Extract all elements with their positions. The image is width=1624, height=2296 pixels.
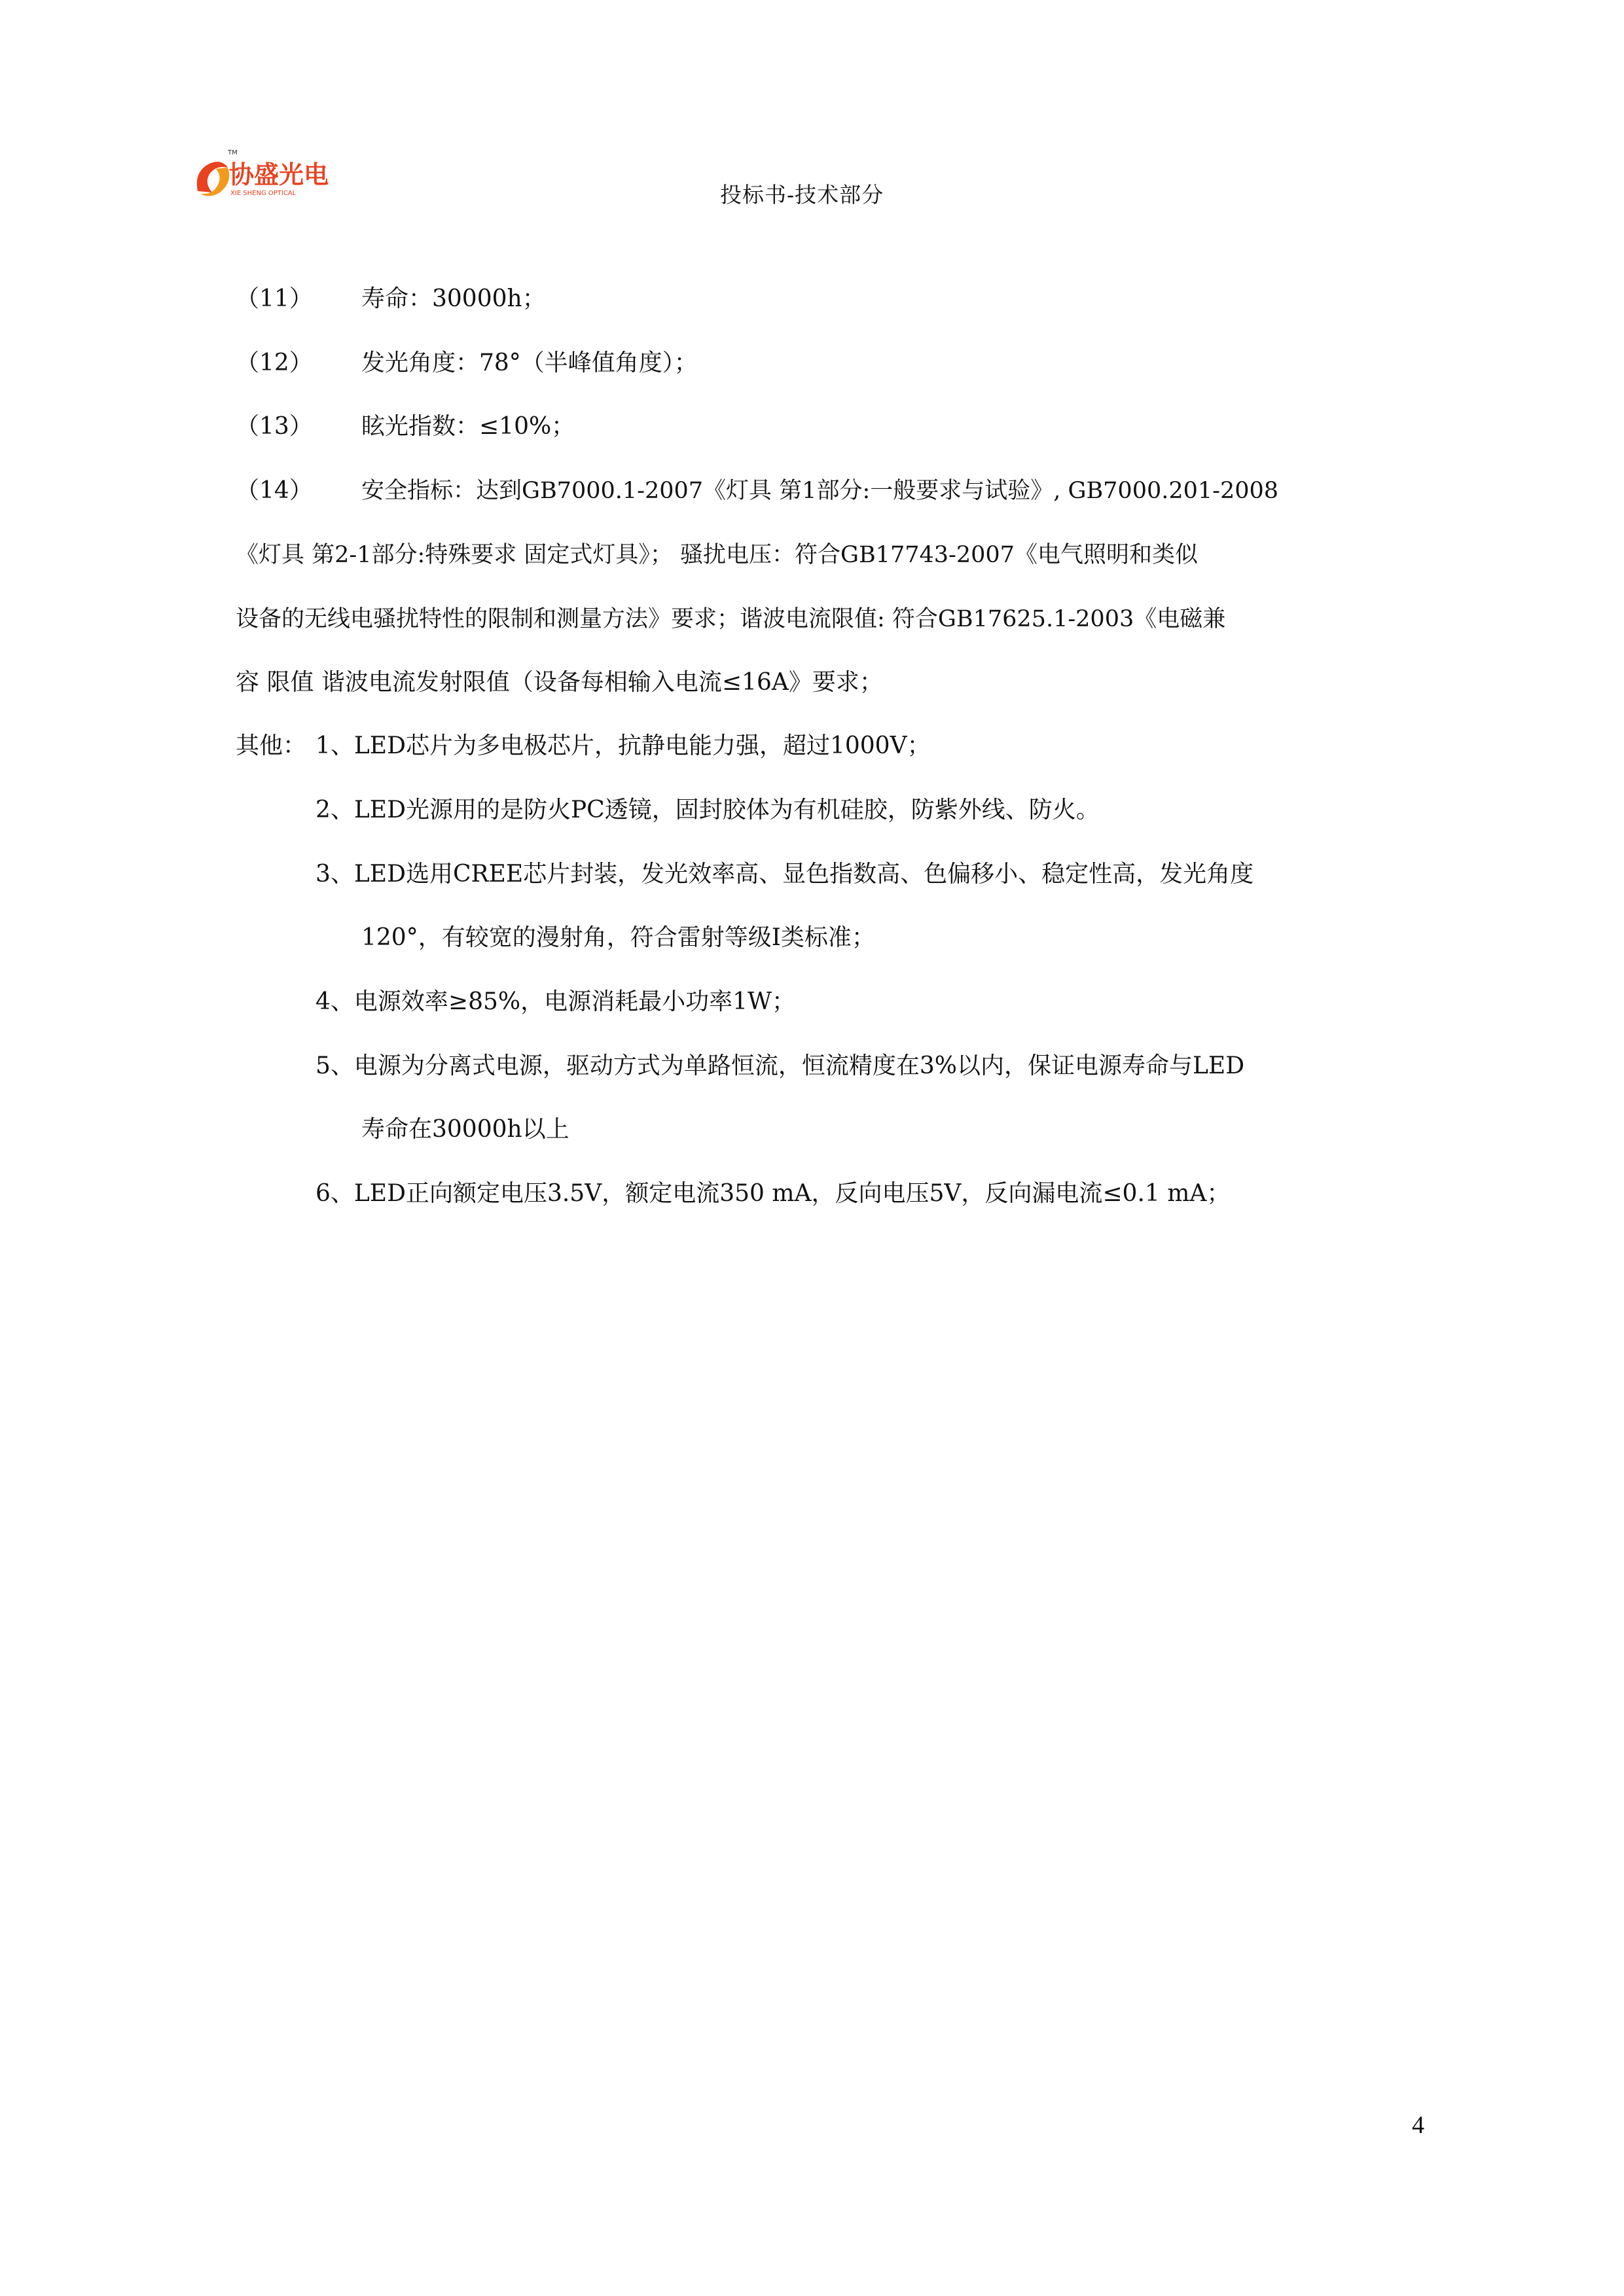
paragraph-line: 设备的无线电骚扰特性的限制和测量方法》要求；谐波电流限值: 符合GB17625.1-2003《电磁兼: [236, 606, 1226, 632]
other-list-item: 3、LED选用CREE芯片封装，发光效率高、显色指数高、色偏移小、稳定性高，发光角度: [316, 861, 1254, 888]
other-list-item-cont: 寿命在30000h以上: [361, 1116, 569, 1143]
header-title: 投标书-技术部分: [720, 182, 884, 207]
other-list-item: 5、电源为分离式电源，驱动方式为单路恒流，恒流精度在3%以内，保证电源寿命与LED: [316, 1052, 1245, 1079]
other-list-item: 1、LED芯片为多电极芯片，抗静电能力强，超过1000V；: [316, 732, 931, 759]
list-item-text: 眩光指数：≤10%；: [361, 413, 575, 440]
list-item: [236, 476, 313, 505]
logo-mark-icon: [190, 145, 340, 211]
other-list-item-cont: 120°，有较宽的漫射角，符合雷射等级I类标准；: [361, 924, 875, 951]
list-item-text: 发光角度：78°（半峰值角度）；: [361, 350, 698, 376]
list-item: [236, 349, 313, 378]
list-item-text: 寿命：30000h；: [361, 285, 546, 312]
logo-tm: TM: [228, 149, 238, 156]
list-item: [236, 285, 313, 314]
list-item: [236, 412, 313, 441]
item-number: （12）: [236, 350, 313, 376]
item-number: （13）: [236, 413, 313, 440]
page-number: 4: [1412, 2111, 1424, 2139]
other-list-item: 6、LED正向额定电压3.5V，额定电流350 mA，反向电压5V，反向漏电流≤0.1 mA；: [316, 1180, 1231, 1207]
list-item-text: 安全指标：达到GB7000.1-2007《灯具 第1部分:一般要求与试验》, GB7000.201-2008: [361, 478, 1279, 504]
paragraph-line: 《灯具 第2-1部分:特殊要求 固定式灯具》； 骚扰电压：符合GB17743-2007《电气照明和类似: [236, 542, 1198, 568]
logo-text: 协盛光电: [229, 160, 329, 189]
other-list-item: 4、电源效率≥85%，电源消耗最小功率1W；: [316, 988, 795, 1015]
item-number: （11）: [236, 285, 313, 312]
item-number: （14）: [236, 477, 313, 504]
other-label: 其他：: [236, 732, 307, 759]
paragraph-line: 容 限值 谐波电流发射限值（设备每相输入电流≤16A》要求；: [236, 669, 883, 696]
company-logo: [190, 145, 340, 211]
other-list-item: 2、LED光源用的是防火PC透镜，固封胶体为有机硅胶，防紫外线、防火。: [316, 797, 1100, 823]
logo-subtext: XIE SHENG OPTICAL: [230, 190, 297, 197]
